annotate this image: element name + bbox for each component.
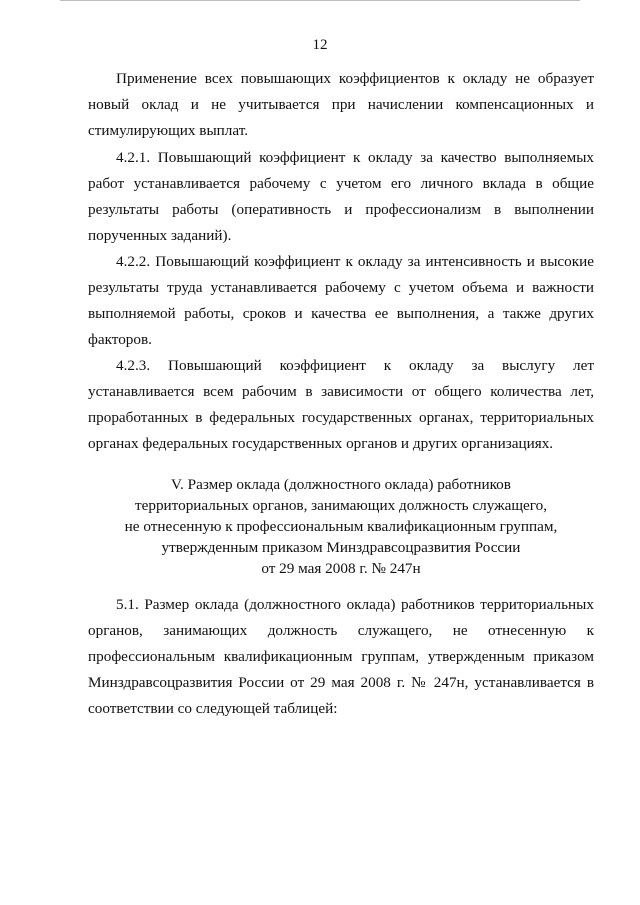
section-heading-line: от 29 мая 2008 г. № 247н [261,560,421,577]
page-number: 12 [312,37,328,53]
section-heading-line: не отнесенную к профессиональным квалификационным группам, [124,518,558,535]
paragraph-text: 4.2.1. Повышающий коэффициент к окладу за качество выполняемых работ устанавливается рабочему с учетом его личного вклада в общие результаты работы (оперативность и профессионализм в выполнении порученных заданий). [88,149,594,244]
top-rule [60,0,580,1]
paragraph-text: 5.1. Размер оклада (должностного оклада) работников территориальных органов, занимающих должность служащего, не отнесенную к профессиональным квалификационным группам, утвержденным приказом Минздравсоцразвития России от 29 мая 2008 г. № 247н, устанавливается в соответствии со следующей таблицей: [88,596,594,717]
paragraph-coefficients-note [88,66,594,144]
section-heading [88,474,594,579]
section-heading-line: утвержденным приказом Минздравсоцразвития России [161,539,521,556]
paragraph-text: 4.2.2. Повышающий коэффициент к окладу за интенсивность и высокие результаты труда устанавливается рабочему с учетом объема и важности выполняемой работы, сроков и качества ее выполнения, а также других факторов. [88,253,594,348]
paragraph-4-2-3 [88,353,594,457]
paragraph-4-2-2 [88,249,594,353]
section-heading-line: V. Размер оклада (должностного оклада) работников [171,476,511,493]
paragraph-4-2-1 [88,145,594,249]
section-heading-line: территориальных органов, занимающих должность служащего, [134,497,547,514]
paragraph-5-1 [88,592,594,722]
paragraph-text: Применение всех повышающих коэффициентов к окладу не образует новый оклад и не учитывается при начислении компенсационных и стимулирующих выплат. [88,70,594,139]
paragraph-text: 4.2.3. Повышающий коэффициент к окладу за выслугу лет устанавливается всем рабочим в зависимости от общего количества лет, проработанных в федеральных государственных органах, территориальных органах федеральных государственных органов и других организациях. [88,357,594,452]
